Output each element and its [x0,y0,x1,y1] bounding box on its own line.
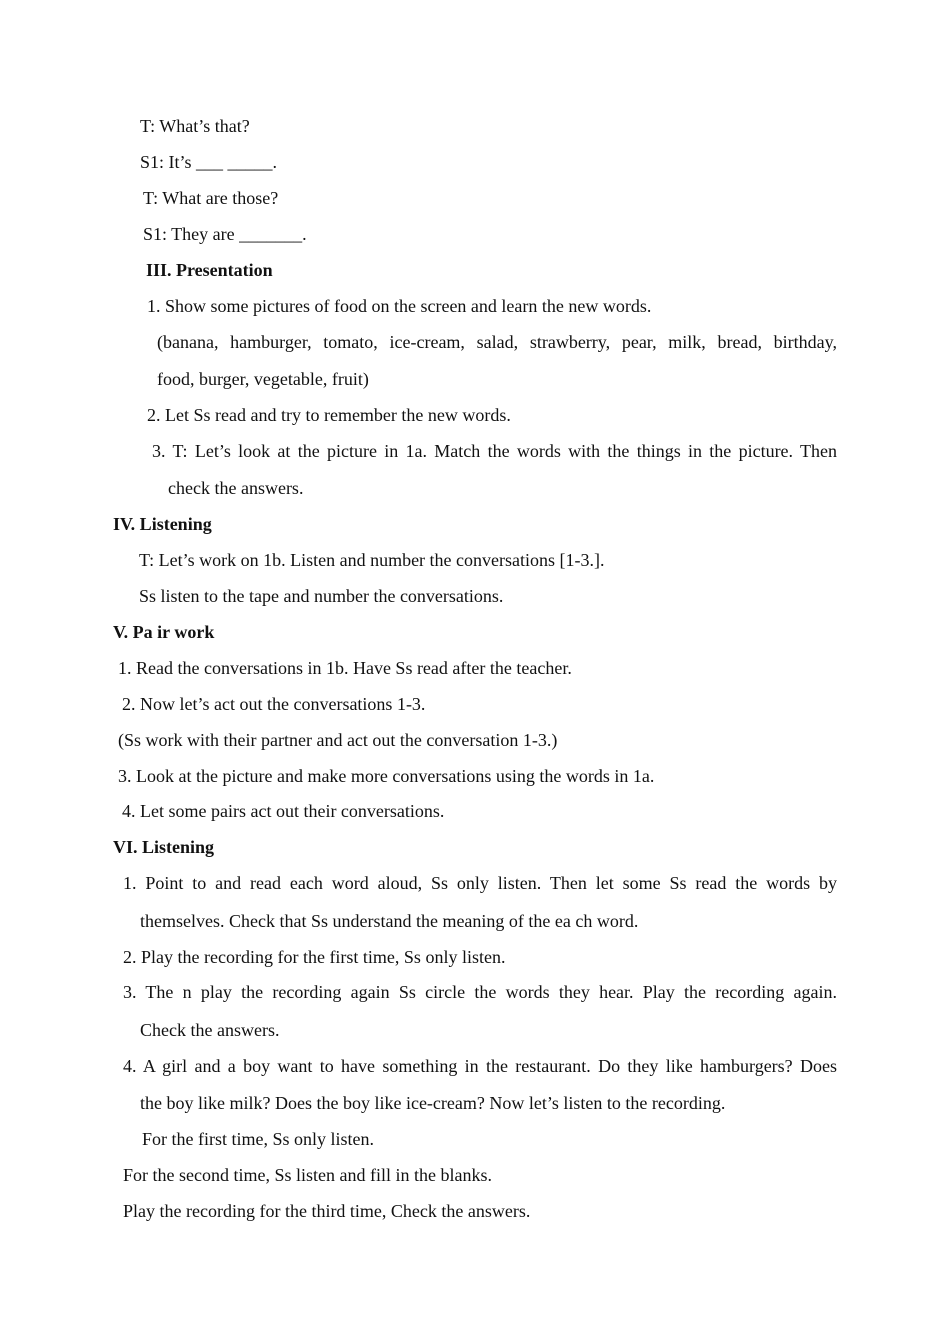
presentation-item-1: 1. Show some pictures of food on the screen and learn the new words. [147,296,652,316]
listening-vi-item-3-line-1: 3. The n play the recording again Ss circle the words they hear. Play the recording again. [123,982,837,1002]
student-answer-its: S1: It’s ___ _____. [140,152,278,172]
listening-heading-vi: VI. Listening [113,837,215,857]
presentation-item-2: 2. Let Ss read and try to remember the new words. [147,405,511,425]
presentation-words-line-1: (banana, hamburger, tomato, ice-cream, salad, strawberry, pear, milk, bread, birthday, [157,332,837,352]
teacher-question-that: T: What’s that? [140,116,250,136]
pairwork-item-1: 1. Read the conversations in 1b. Have Ss read after the teacher. [118,658,572,678]
pairwork-note: (Ss work with their partner and act out the conversation 1-3.) [118,730,558,750]
presentation-words-line-2: food, burger, vegetable, fruit) [157,369,369,389]
listening-heading-iv: IV. Listening [113,514,212,534]
listening-vi-item-2: 2. Play the recording for the first time, Ss only listen. [123,947,506,967]
pairwork-item-4: 4. Let some pairs act out their conversations. [122,801,445,821]
listening-vi-first-time: For the first time, Ss only listen. [142,1129,374,1149]
listening-vi-item-4-line-2: the boy like milk? Does the boy like ice-cream? Now let’s listen to the recording. [140,1093,726,1113]
pairwork-item-2: 2. Now let’s act out the conversations 1-3. [122,694,426,714]
student-answer-they-are: S1: They are _______. [143,224,307,244]
teacher-question-those: T: What are those? [143,188,279,208]
listening-iv-line-1: T: Let’s work on 1b. Listen and number the conversations [1-3.]. [139,550,605,570]
pairwork-heading: V. Pa ir work [113,622,215,642]
presentation-item-3-line-1: 3. T: Let’s look at the picture in 1a. Match the words with the things in the picture. Then [152,441,837,461]
listening-vi-item-3-line-2: Check the answers. [140,1020,280,1040]
listening-vi-item-1-line-2: themselves. Check that Ss understand the meaning of the ea ch word. [140,911,639,931]
presentation-heading: III. Presentation [146,260,273,280]
pairwork-item-3: 3. Look at the picture and make more conversations using the words in 1a. [118,766,655,786]
listening-vi-third-time: Play the recording for the third time, Check the answers. [123,1201,531,1221]
listening-iv-line-2: Ss listen to the tape and number the conversations. [139,586,504,606]
listening-vi-item-1-line-1: 1. Point to and read each word aloud, Ss only listen. Then let some Ss read the words by [123,873,837,893]
presentation-item-3-line-2: check the answers. [168,478,304,498]
listening-vi-item-4-line-1: 4. A girl and a boy want to have something in the restaurant. Do they like hamburgers? Does [123,1056,837,1076]
listening-vi-second-time: For the second time, Ss listen and fill in the blanks. [123,1165,492,1185]
